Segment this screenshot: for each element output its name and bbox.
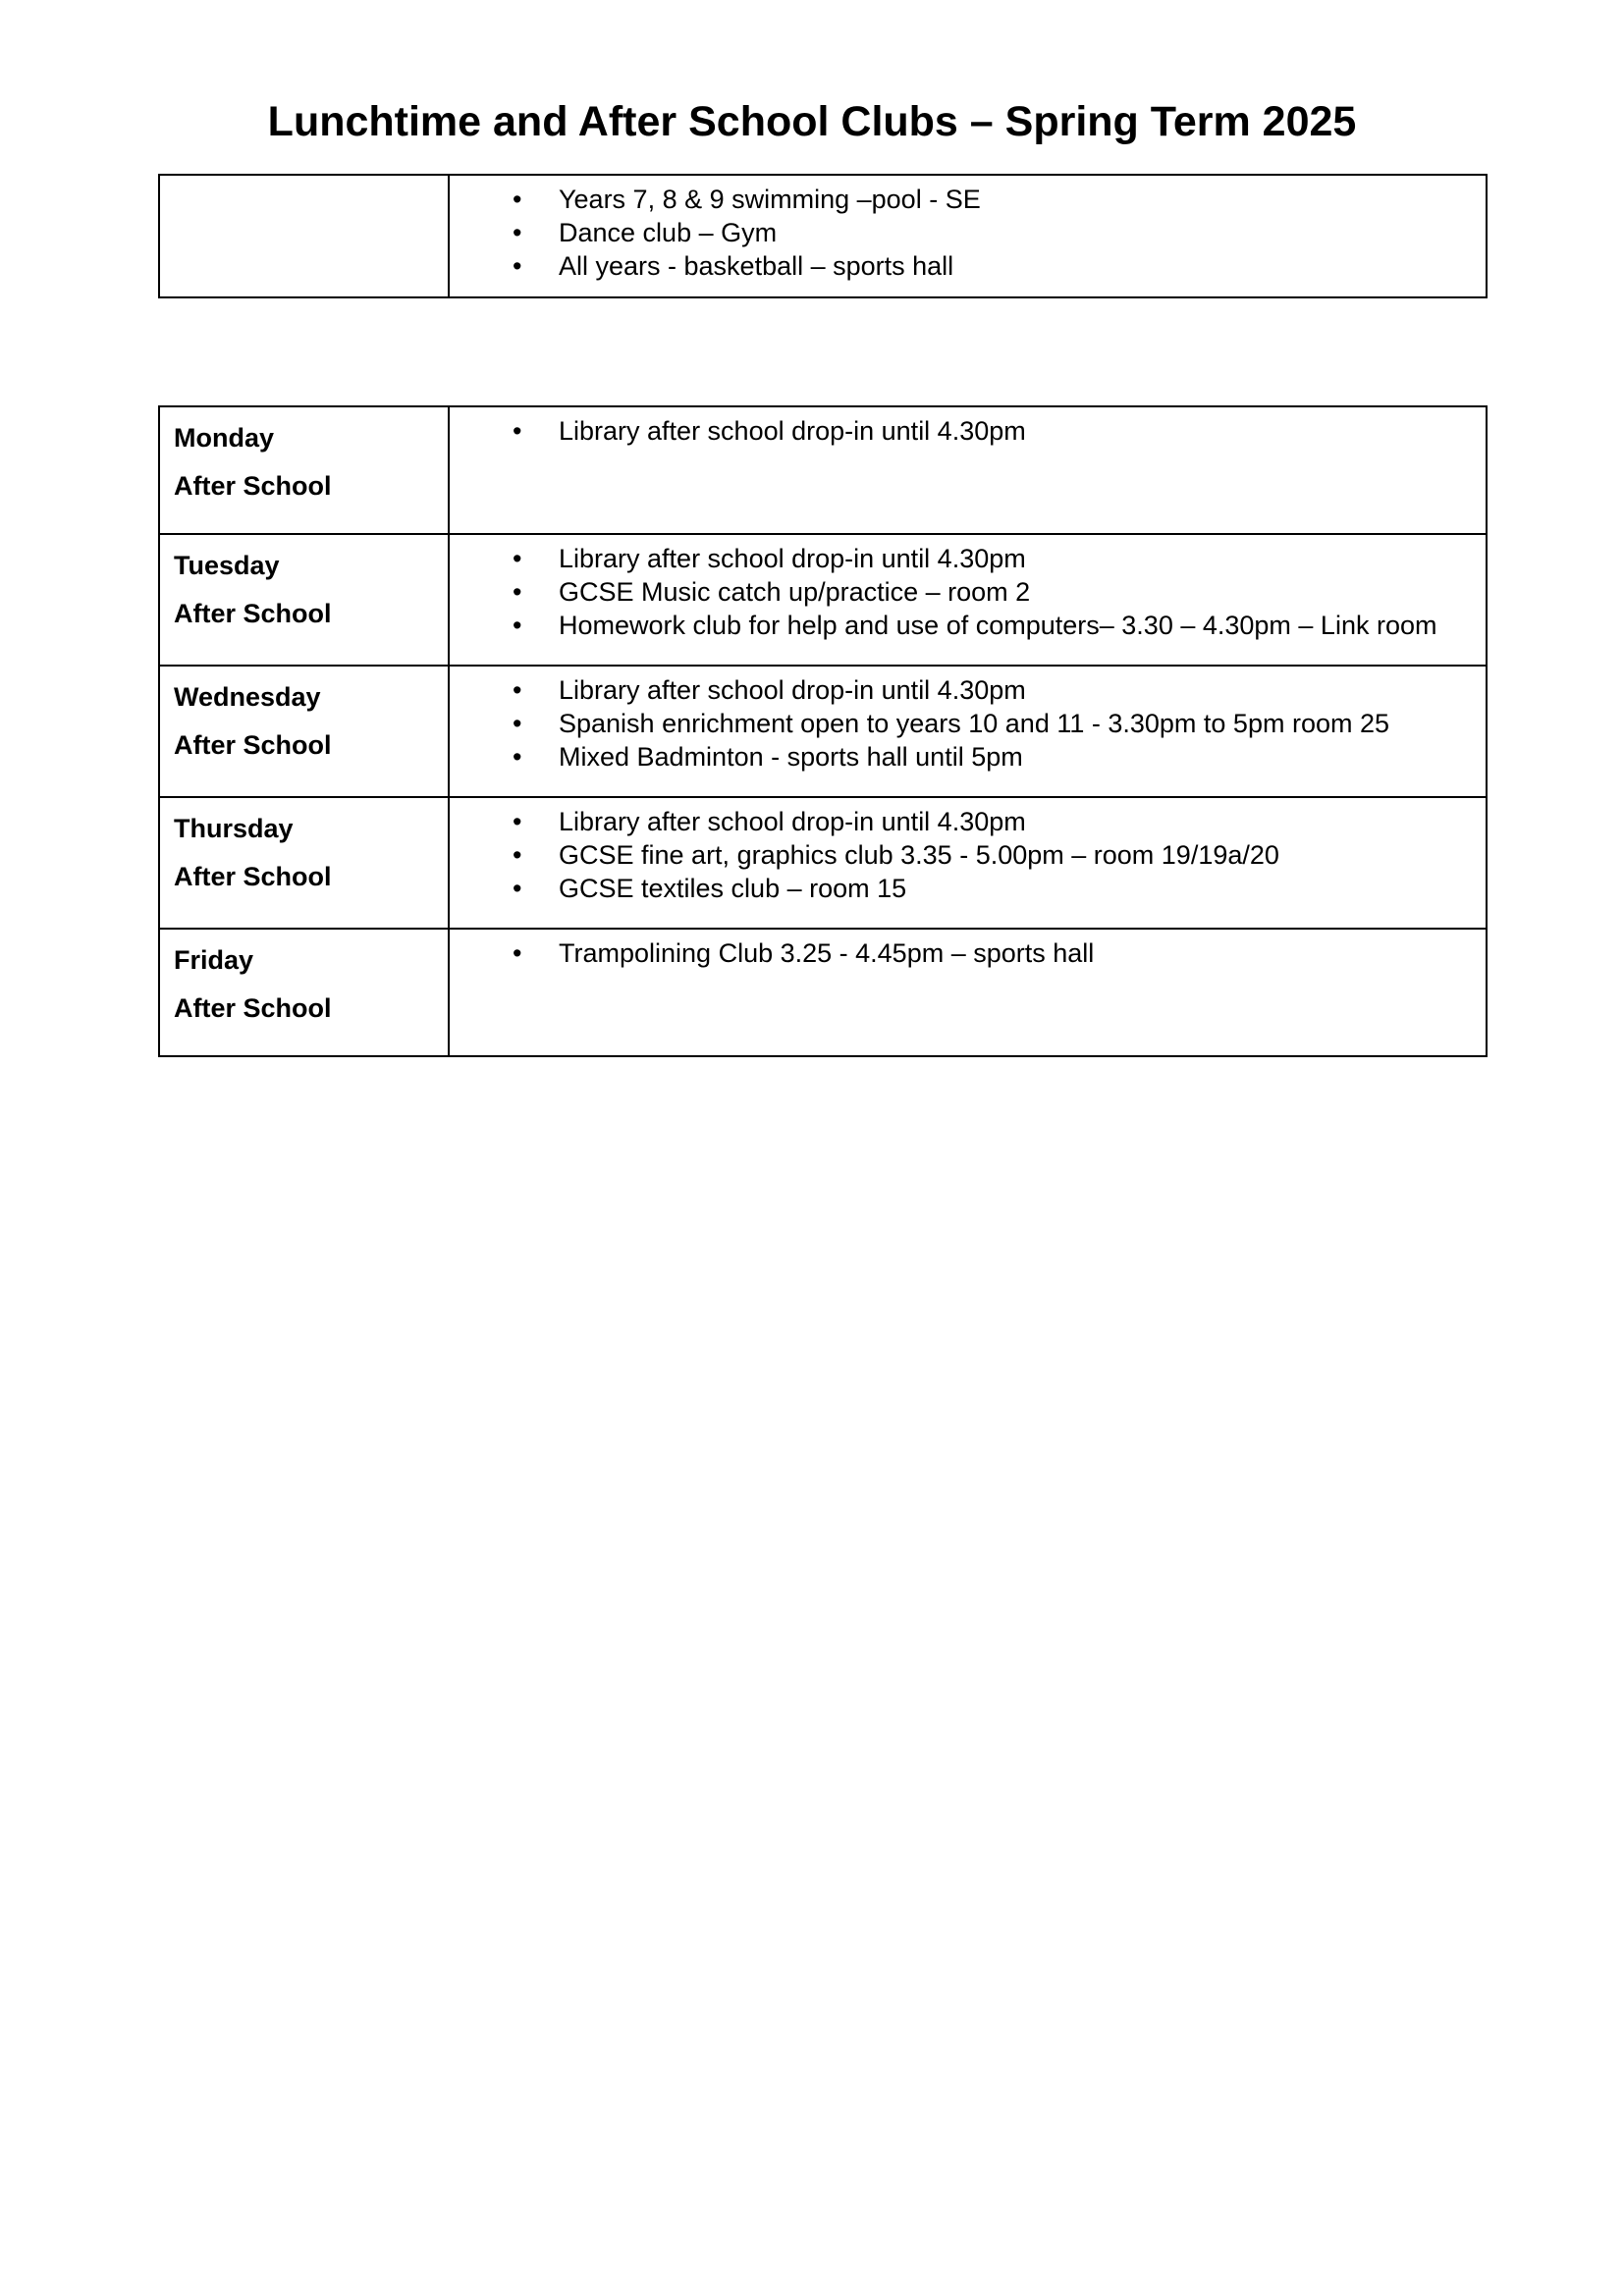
club-list	[450, 414, 1480, 448]
list-item	[450, 609, 1480, 642]
day-name: Thursday	[174, 814, 294, 843]
table-row	[159, 406, 1487, 534]
page-title: Lunchtime and After School Clubs – Spring Term 2025	[267, 98, 1357, 145]
club-text: Spanish enrichment open to years 10 and 11 - 3.30pm to 5pm room 25	[559, 709, 1390, 738]
list-item	[450, 805, 1480, 838]
after-school-table	[158, 405, 1488, 1057]
bullet-icon: •	[513, 742, 522, 772]
day-name: Wednesday	[174, 682, 321, 712]
club-text: Homework club for help and use of computers– 3.30 – 4.30pm – Link room	[559, 611, 1437, 640]
items-cell	[449, 666, 1487, 797]
bullet-icon: •	[513, 611, 522, 640]
day-name: Tuesday	[174, 551, 280, 580]
list-item	[450, 542, 1480, 575]
club-text: Library after school drop-in until 4.30pm	[559, 416, 1026, 446]
bullet-icon: •	[513, 938, 522, 968]
club-text: GCSE fine art, graphics club 3.35 - 5.00pm – room 19/19a/20	[559, 840, 1279, 870]
club-text: Trampolining Club 3.25 - 4.45pm – sports hall	[559, 938, 1095, 968]
club-list	[450, 673, 1480, 774]
items-cell	[449, 406, 1487, 534]
bullet-icon: •	[513, 840, 522, 870]
club-list	[450, 936, 1480, 970]
day-cell	[159, 797, 449, 929]
club-text: GCSE Music catch up/practice – room 2	[559, 577, 1031, 607]
session-label: After School	[174, 993, 332, 1023]
club-list	[450, 542, 1480, 642]
club-list	[450, 805, 1480, 905]
club-text: Years 7, 8 & 9 swimming –pool - SE	[559, 185, 981, 214]
bullet-icon: •	[513, 416, 522, 446]
table-row	[159, 534, 1487, 666]
bullet-icon: •	[513, 251, 522, 281]
bullet-icon: •	[513, 577, 522, 607]
lunchtime-table	[158, 174, 1488, 298]
items-cell	[449, 534, 1487, 666]
list-item	[450, 673, 1480, 707]
table-row	[159, 666, 1487, 797]
list-item	[450, 872, 1480, 905]
list-item	[450, 575, 1480, 609]
bullet-icon: •	[513, 807, 522, 836]
list-item	[450, 216, 1480, 249]
club-text: Library after school drop-in until 4.30pm	[559, 675, 1026, 705]
club-text: All years - basketball – sports hall	[559, 251, 954, 281]
session-label: After School	[174, 730, 332, 760]
bullet-icon: •	[513, 185, 522, 214]
club-text: Mixed Badminton - sports hall until 5pm	[559, 742, 1023, 772]
session-label: After School	[174, 862, 332, 891]
bullet-icon: •	[513, 218, 522, 247]
day-cell	[159, 666, 449, 797]
session-label: After School	[174, 471, 332, 501]
club-text: Library after school drop-in until 4.30pm	[559, 544, 1026, 573]
table-row	[159, 929, 1487, 1056]
day-cell	[159, 175, 449, 297]
club-text: Library after school drop-in until 4.30pm	[559, 807, 1026, 836]
day-name: Friday	[174, 945, 254, 975]
day-cell	[159, 534, 449, 666]
day-cell	[159, 406, 449, 534]
list-item	[450, 838, 1480, 872]
bullet-icon: •	[513, 544, 522, 573]
table-row	[159, 175, 1487, 297]
items-cell	[449, 797, 1487, 929]
list-item	[450, 740, 1480, 774]
list-item	[450, 707, 1480, 740]
club-text: GCSE textiles club – room 15	[559, 874, 907, 903]
items-cell	[449, 929, 1487, 1056]
bullet-icon: •	[513, 675, 522, 705]
day-name: Monday	[174, 423, 275, 453]
bullet-icon: •	[513, 874, 522, 903]
list-item	[450, 414, 1480, 448]
session-label: After School	[174, 599, 332, 628]
table-row	[159, 797, 1487, 929]
club-list	[450, 183, 1480, 283]
day-cell	[159, 929, 449, 1056]
list-item	[450, 183, 1480, 216]
list-item	[450, 936, 1480, 970]
items-cell	[449, 175, 1487, 297]
club-text: Dance club – Gym	[559, 218, 778, 247]
bullet-icon: •	[513, 709, 522, 738]
list-item	[450, 249, 1480, 283]
